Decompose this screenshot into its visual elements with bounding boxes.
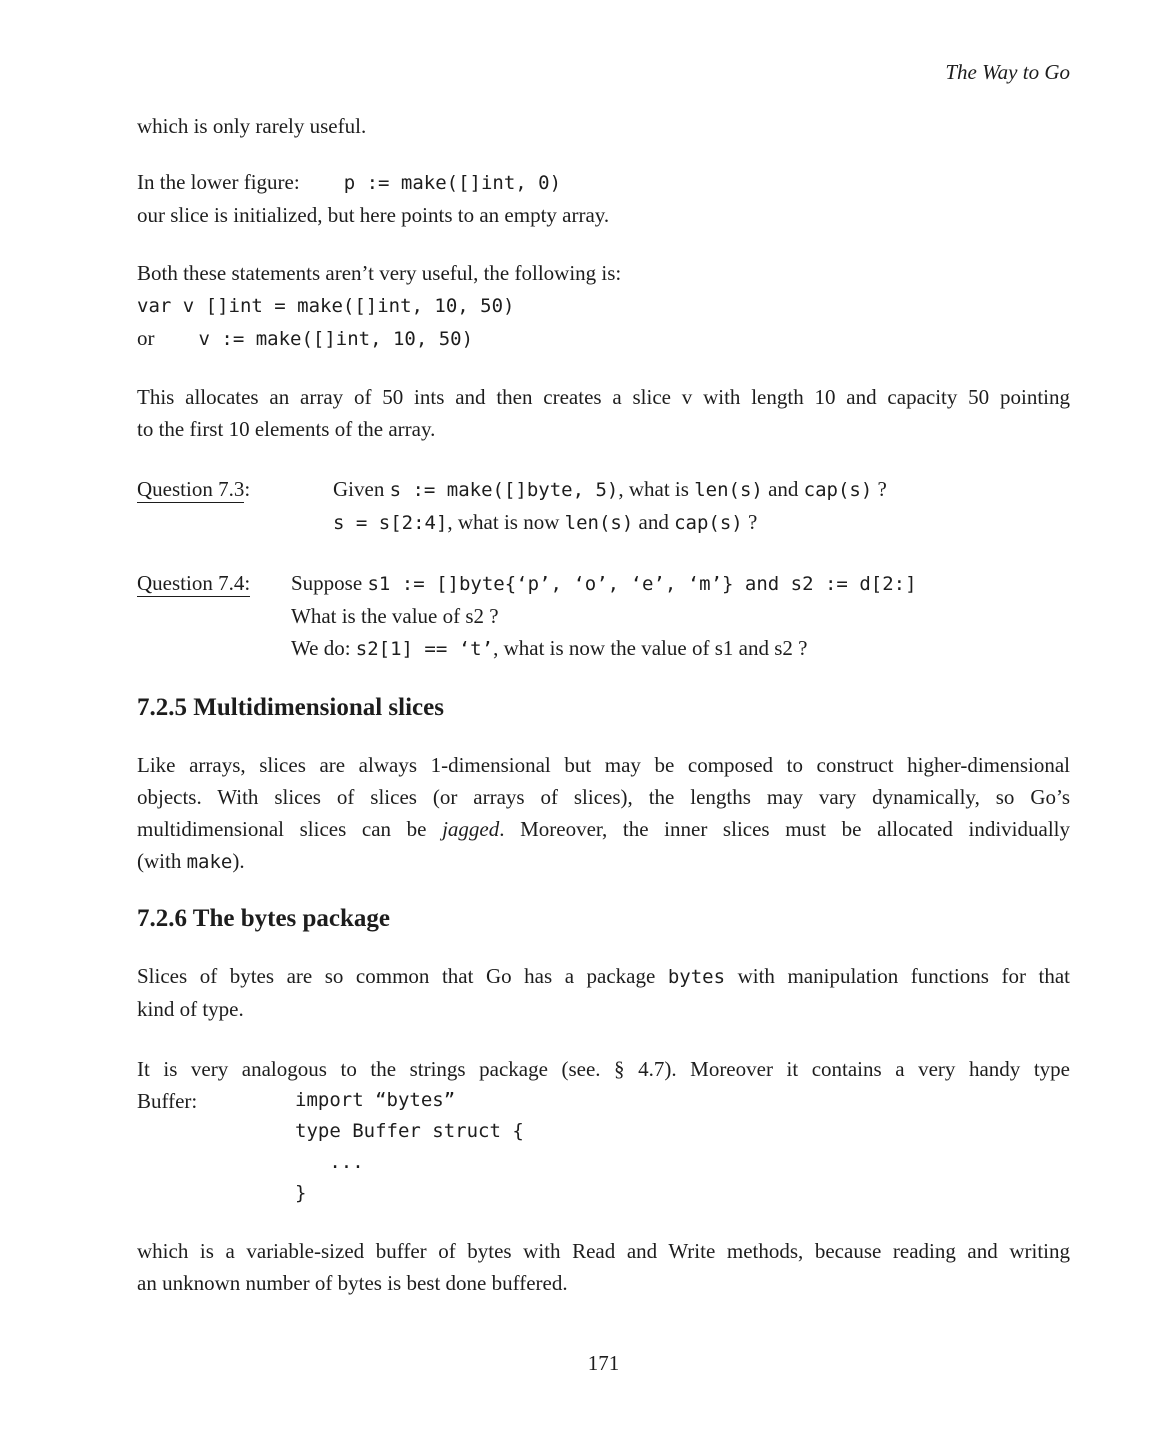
text-line: s = s[2:4], what is now len(s) and cap(s) ? [333, 510, 758, 534]
question-label-column [137, 473, 333, 505]
text-line: (with make). [137, 849, 245, 873]
text-line: This allocates an array of 50 ints and then creates a slice v with length 10 and capacity 50 pointing [137, 385, 1070, 409]
text-line: Both these statements aren’t very useful, the following is: [137, 261, 622, 285]
running-header: The Way to Go [945, 60, 1070, 84]
code-line: import “bytes” [295, 1089, 456, 1111]
text-line: We do: s2[1] == ‘t’, what is now the value of s1 and s2 ? [291, 636, 808, 660]
text-line: It is very analogous to the strings package (see. § 4.7). Moreover it contains a very handy type [137, 1057, 1070, 1081]
text-line: Suppose s1 := []byte{‘p’, ‘o’, ‘e’, ‘m’} and s2 := d[2:] [291, 571, 917, 595]
question-label-column [137, 567, 291, 599]
paragraph-analogous-buffer [137, 1053, 1070, 1209]
text-line: which is only rarely useful. [137, 114, 367, 138]
text-line: to the first 10 elements of the array. [137, 417, 436, 441]
section-heading-7-2-6: 7.2.6 The bytes package [137, 905, 391, 932]
question-label: Question 7.4: [137, 571, 251, 595]
paragraph-rarely-useful [137, 110, 1070, 142]
code-snippet [295, 1085, 1070, 1209]
text-line: multidimensional slices can be jagged. Moreover, the inner slices must be allocated individually [137, 817, 1070, 841]
paragraph-slices-of-bytes [137, 960, 1070, 1025]
question-body [291, 567, 1070, 665]
text-line: kind of type. [137, 997, 244, 1021]
text-line: which is a variable-sized buffer of bytes with Read and Write methods, because reading and writing [137, 1239, 1070, 1263]
text-line: an unknown number of bytes is best done buffered. [137, 1271, 568, 1295]
text-line: our slice is initialized, but here points to an empty array. [137, 203, 610, 227]
paragraph-both-statements [137, 257, 1070, 355]
question-label-colon: : [244, 477, 251, 501]
question-label: Question 7.3 [137, 477, 245, 501]
code-line: var v []int = make([]int, 10, 50) [137, 295, 515, 317]
text-line: Given s := make([]byte, 5), what is len(s) and cap(s) ? [333, 477, 887, 501]
code-line: } [295, 1182, 307, 1204]
text-line: objects. With slices of slices (or arrays of slices), the lengths may vary dynamically, so Go’s [137, 785, 1070, 809]
page-number: 171 [587, 1351, 620, 1375]
buffer-code-block [137, 1085, 1070, 1209]
code-line: ... [295, 1151, 364, 1173]
section-heading-7-2-5: 7.2.5 Multidimensional slices [137, 694, 444, 721]
text-line: What is the value of s2 ? [291, 604, 499, 628]
buffer-label: Buffer: [137, 1089, 198, 1113]
paragraph-allocates [137, 381, 1070, 445]
question-7-4 [137, 567, 1070, 665]
question-7-3 [137, 473, 1070, 539]
text-line: Slices of bytes are so common that Go has a package bytes with manipulation functions for that [137, 964, 1070, 988]
text-line: In the lower figure: p := make([]int, 0) [137, 170, 562, 194]
paragraph-like-arrays [137, 749, 1070, 878]
paragraph-variable-sized [137, 1235, 1070, 1299]
question-body [333, 473, 1070, 539]
code-line: type Buffer struct { [295, 1120, 524, 1142]
paragraph-lower-figure [137, 166, 1070, 231]
text-line: Like arrays, slices are always 1-dimensional but may be composed to construct higher-dimensional [137, 753, 1070, 777]
code-line: or v := make([]int, 10, 50) [137, 326, 474, 350]
